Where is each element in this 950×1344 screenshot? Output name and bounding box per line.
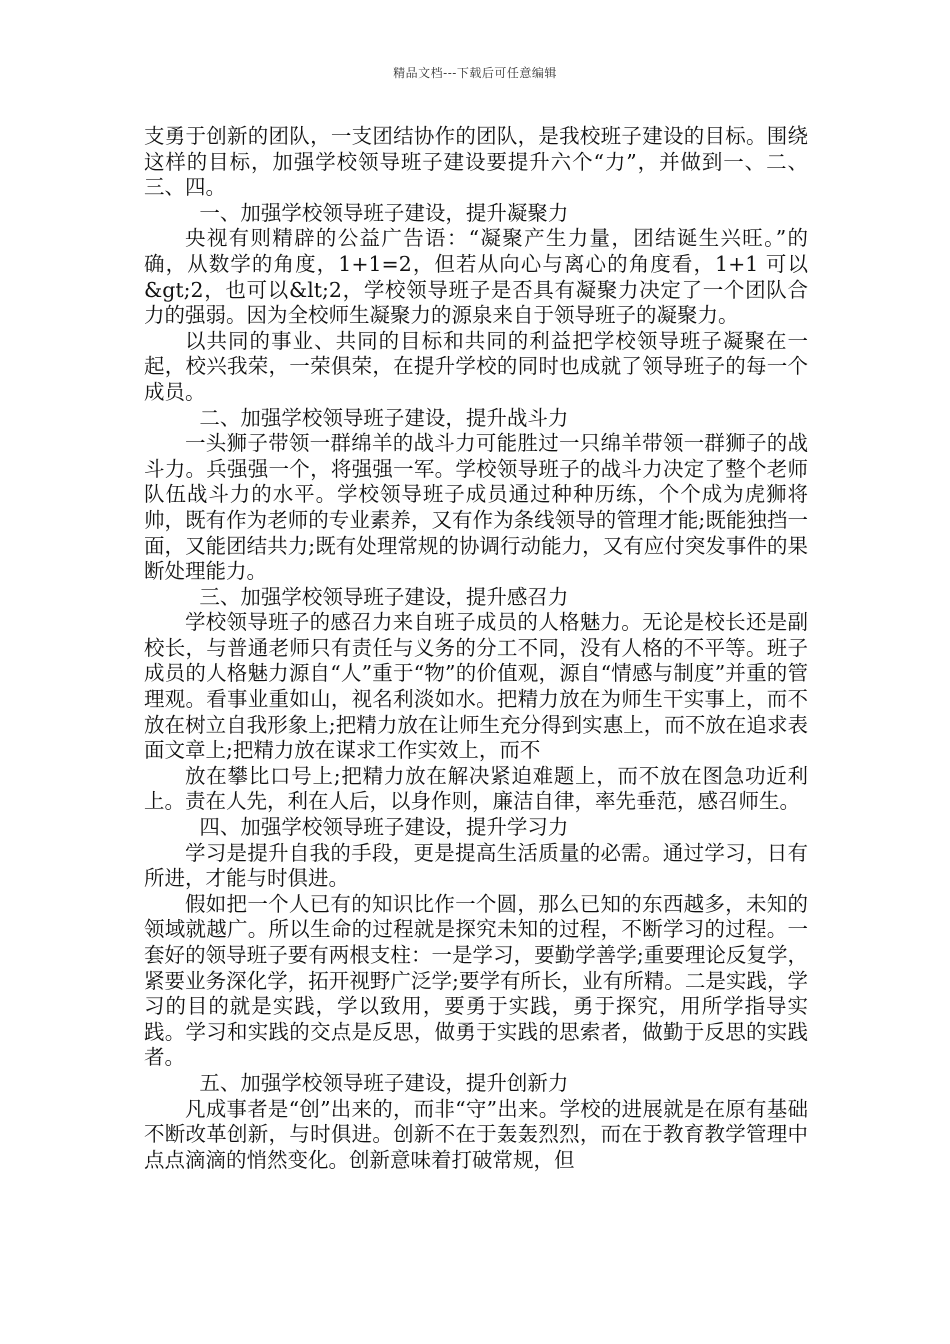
page-header: 精品文档---下载后可任意编辑: [393, 66, 557, 80]
document-body: [144, 124, 808, 1173]
paragraph-appeal-2: 放在攀比口号上;把精力放在解决紧迫难题上，而不放在图急功近利上。责在人先，利在人后，以身作则，廉洁自律，率先垂范，感召师生。: [144, 763, 808, 814]
section-heading-appeal: 三、加强学校领导班子建设，提升感召力: [199, 584, 569, 609]
section-heading-innovation: 五、加强学校领导班子建设，提升创新力: [199, 1070, 569, 1095]
paragraph-cohesion-1: 央视有则精辟的公益广告语：“凝聚产生力量，团结诞生兴旺。”的确，从数学的角度，1+1=2，但若从向心与离心的角度看，1+1 可以&gt;2，也可以&lt;2，学校领导班子是否具有凝聚力决定了一个团队合力的强弱。因为全校师生凝聚力的源泉来自于领导班子的凝聚力。: [144, 226, 808, 328]
paragraph-combat: 一头狮子带领一群绵羊的战斗力可能胜过一只绵羊带领一群狮子的战斗力。兵强强一个，将强强一军。学校领导班子的战斗力决定了整个老师队伍战斗力的水平。学校领导班子成员通过种种历练，个个成为虎狮将帅，既有作为老师的专业素养，又有作为条线领导的管理才能;既能独挡一面，又能团结共力;既有处理常规的协调行动能力，又有应付突发事件的果断处理能力。: [144, 431, 808, 584]
paragraph-cohesion-2: 以共同的事业、共同的目标和共同的利益把学校领导班子凝聚在一起，校兴我荣，一荣俱荣，在提升学校的同时也成就了领导班子的每一个成员。: [144, 328, 808, 404]
paragraph-innovation: 凡成事者是“创”出来的，而非“守”出来。学校的进展就是在原有基础不断改革创新，与时俱进。创新不在于轰轰烈烈，而在于教育教学管理中点点滴滴的悄然变化。创新意味着打破常规，但: [144, 1096, 808, 1172]
section-heading-combat: 二、加强学校领导班子建设，提升战斗力: [199, 405, 569, 430]
section-heading-learning: 四、加强学校领导班子建设，提升学习力: [199, 815, 569, 840]
paragraph-intro: 支勇于创新的团队，一支团结协作的团队，是我校班子建设的目标。围绕这样的目标，加强学校领导班子建设要提升六个“力”，并做到一、二、三、四。: [144, 124, 808, 200]
paragraph-appeal-1: 学校领导班子的感召力来自班子成员的人格魅力。无论是校长还是副校长，与普通老师只有责任与义务的分工不同，没有人格的不平等。班子成员的人格魅力源自“人”重于“物”的价值观，源自“情感与制度”并重的管理观。看事业重如山，视名利淡如水。把精力放在为师生干实事上，而不放在树立自我形象上;把精力放在让师生充分得到实惠上，而不放在追求表面文章上;把精力放在谋求工作实效上，而不: [144, 610, 808, 763]
paragraph-learning-2: 假如把一个人已有的知识比作一个圆，那么已知的东西越多，未知的领域就越广。所以生命的过程就是探究未知的过程，不断学习的过程。一套好的领导班子要有两根支柱：一是学习，要勤学善学;重要理论反复学，紧要业务深化学，拓开视野广泛学;要学有所长，业有所精。二是实践，学习的目的就是实践，学以致用，要勇于实践，勇于探究，用所学指导实践。学习和实践的交点是反思，做勇于实践的思索者，做勤于反思的实践者。: [144, 891, 808, 1070]
paragraph-learning-1: 学习是提升自我的手段，更是提高生活质量的必需。通过学习，日有所进，才能与时俱进。: [144, 840, 808, 891]
section-heading-cohesion: 一、加强学校领导班子建设，提升凝聚力: [199, 200, 569, 225]
